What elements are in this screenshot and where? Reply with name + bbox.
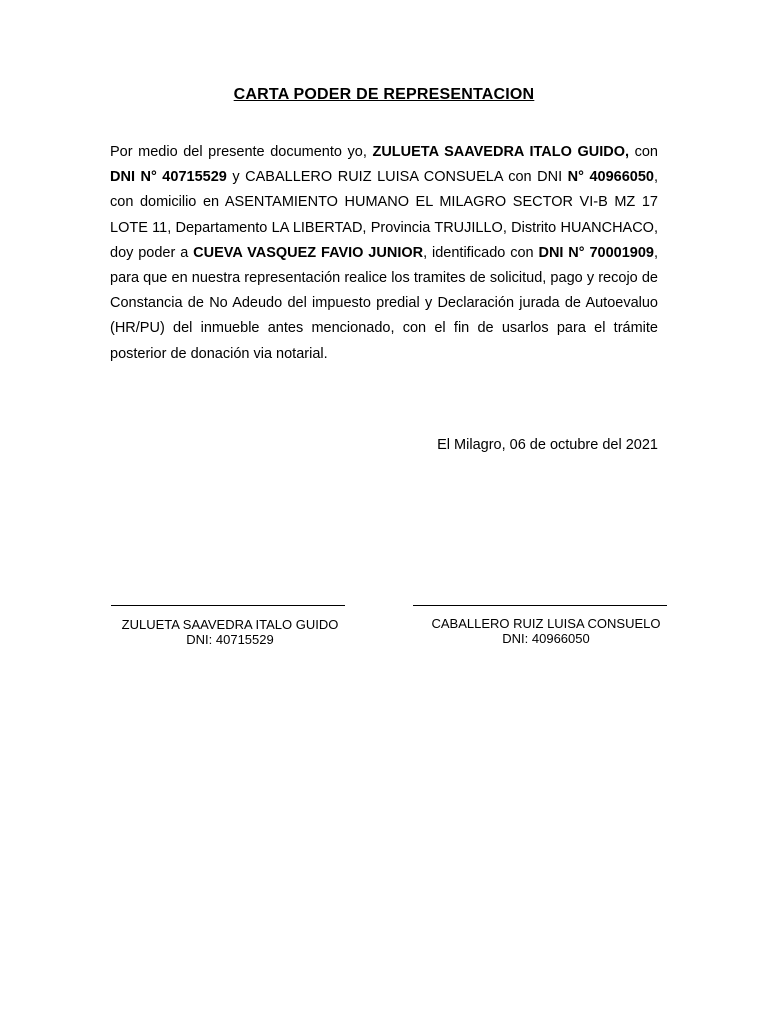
- paragraph-text: y CABALLERO RUIZ LUISA CONSUELA con DNI: [226, 169, 568, 186]
- representative-name: CUEVA VASQUEZ FAVIO JUNIOR: [193, 244, 424, 261]
- document-title: CARTA PODER DE REPRESENTACION: [233, 86, 535, 103]
- signer-dni: DNI: 40966050: [502, 631, 590, 646]
- representative-dni: DNI N° 70001909: [538, 244, 654, 261]
- paragraph-text: con: [629, 144, 658, 160]
- body-paragraph: [110, 140, 658, 367]
- grantor-dni-1: DNI N° 40715529: [110, 169, 227, 186]
- paragraph-text: , para que en nuestra representación realice los tramites de solicitud, pago y recojo de Constancia de No Adeudo del impuesto predial y Declaración jurada de Autoevaluo (HR/PU) del inmueble antes mencionado, con el fin de usarlos para el trámite posterior de donación via notarial.: [110, 244, 658, 362]
- signer-name: ZULUETA SAAVEDRA ITALO GUIDO: [121, 617, 339, 632]
- paragraph-text: Por medio del presente documento yo,: [110, 144, 373, 160]
- signature-line-left: [111, 605, 345, 606]
- signature-block-left: [100, 617, 360, 647]
- signer-dni: DNI: 40715529: [186, 632, 274, 647]
- signer-name: CABALLERO RUIZ LUISA CONSUELO: [431, 616, 661, 631]
- paragraph-text: , con domicilio en ASENTAMIENTO HUMANO EL MILAGRO SECTOR VI-B MZ 17 LOTE 11, Departamento LA LIBERTAD, Provincia TRUJILLO, Distrito HUANCHACO, doy poder a: [110, 169, 659, 261]
- signature-line-right: [413, 605, 667, 606]
- signature-block-right: [410, 616, 682, 646]
- place-date: El Milagro, 06 de octubre del 2021: [437, 437, 658, 453]
- grantor-dni-2: N° 40966050: [567, 169, 654, 186]
- grantor-name-1: ZULUETA SAAVEDRA ITALO GUIDO,: [372, 144, 630, 160]
- paragraph-text: , identificado con: [423, 244, 539, 261]
